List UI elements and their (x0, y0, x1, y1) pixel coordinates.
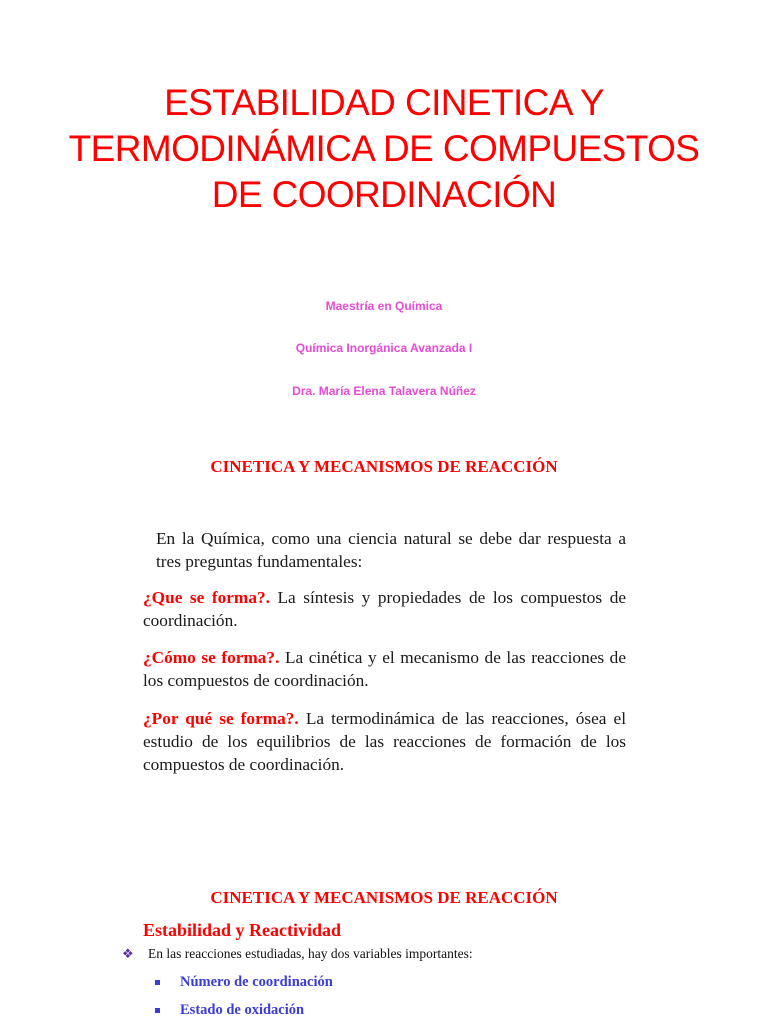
bullet-variables-text: En las reacciones estudiadas, hay dos variables importantes: (148, 946, 473, 961)
question-2-paragraph (143, 646, 626, 692)
square-icon (155, 1008, 160, 1013)
bullet-variables (122, 946, 473, 962)
sub-item-label: Estado de oxidación (180, 1002, 305, 1018)
author-name: Dra. María Elena Talavera Núñez (292, 384, 476, 398)
page-title (0, 80, 768, 218)
course-name: Química Inorgánica Avanzada I (295, 341, 473, 355)
question-3-text: La termodinámica de las reacciones, ósea el estudio de los equilibrios de las reacciones de formación de los compuestos de coordinación. (143, 709, 626, 774)
question-1-lead: ¿Que se forma?. (143, 588, 270, 607)
section-1-heading: CINETICA Y MECANISMOS DE REACCIÓN (210, 457, 558, 476)
stability-subheading: Estabilidad y Reactividad (143, 920, 342, 940)
section-2-heading: CINETICA Y MECANISMOS DE REACCIÓN (210, 888, 558, 907)
question-2-text: La cinética y el mecanismo de las reacciones de los compuestos de coordinación. (143, 648, 626, 690)
program-name: Maestría en Química (325, 299, 443, 313)
sub-item-coordination-number (155, 974, 333, 991)
page-title-line-3: DE COORDINACIÓN (211, 174, 557, 215)
question-3-paragraph (143, 707, 626, 776)
question-1-text: La síntesis y propiedades de los compuestos de coordinación. (143, 588, 627, 630)
square-icon (155, 980, 160, 985)
question-1-paragraph (143, 586, 626, 632)
question-3-lead: ¿Por qué se forma?. (143, 709, 299, 728)
page-title-line-1: ESTABILIDAD CINETICA Y (164, 82, 604, 123)
sub-item-label: Número de coordinación (180, 974, 333, 990)
intro-paragraph: En la Química, como una ciencia natural se debe dar respuesta a tres preguntas fundamentales: (156, 529, 626, 571)
diamond-icon: ❖ (122, 946, 134, 961)
page-title-line-2: TERMODINÁMICA DE COMPUESTOS (68, 128, 700, 169)
question-2-lead: ¿Cómo se forma?. (143, 648, 280, 667)
sub-item-oxidation-state (155, 1002, 304, 1019)
